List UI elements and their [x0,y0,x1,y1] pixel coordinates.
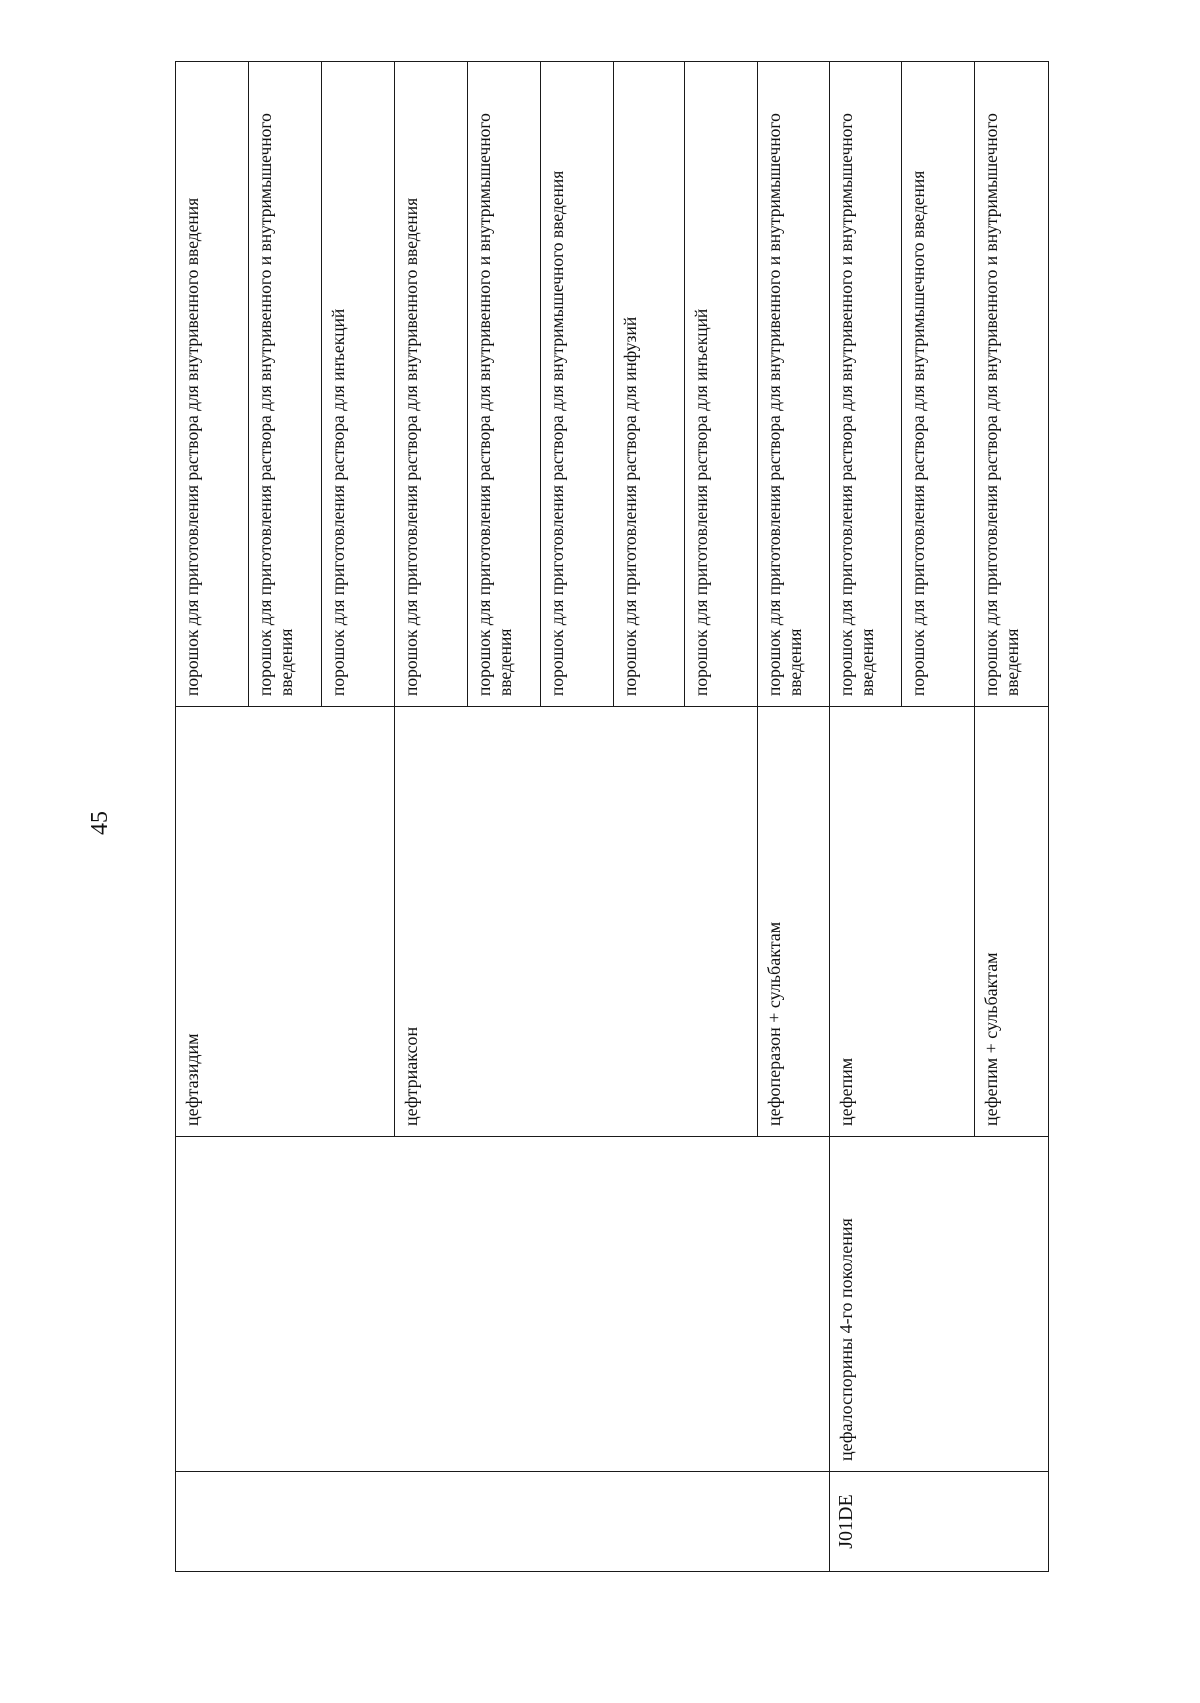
subgroup-cell: цефалоспорины 4-го поколения [829,1137,1048,1472]
dosage-form-cell: порошок для приготовления раствора для внутривенного и внутримышечного введения [975,62,1049,707]
dosage-form-cell: порошок для приготовления раствора для внутривенного введения [395,62,468,707]
dosage-form-cell: порошок для приготовления раствора для внутривенного и внутримышечного введения [468,62,541,707]
drug-name-cell: цефтазидим [176,707,395,1137]
table-row [829,62,902,1572]
drug-table-container [175,62,1049,1572]
subgroup-cell [176,1137,830,1472]
dosage-form-cell: порошок для приготовления раствора для инъекций [321,62,395,707]
drug-name-cell: цефепим + сульбактам [975,707,1049,1137]
atc-code-cell [176,1472,830,1572]
dosage-form-cell: порошок для приготовления раствора для внутривенного введения [176,62,249,707]
dosage-form-cell: порошок для приготовления раствора для внутривенного и внутримышечного введения [248,62,321,707]
table-row [176,62,249,1572]
atc-code-cell: J01DE [829,1472,1048,1572]
drug-name-cell: цефтриаксон [395,707,758,1137]
dosage-form-cell: порошок для приготовления раствора для внутривенного и внутримышечного введения [829,62,902,707]
dosage-form-cell: порошок для приготовления раствора для внутримышечного введения [902,62,975,707]
drug-name-cell: цефепим [829,707,975,1137]
dosage-form-cell: порошок для приготовления раствора для инфузий [613,62,685,707]
dosage-form-cell: порошок для приготовления раствора для инъекций [685,62,758,707]
drug-name-cell: цефоперазон + сульбактам [757,707,829,1137]
page-number: 45 [87,811,113,835]
dosage-form-cell: порошок для приготовления раствора для внутривенного и внутримышечного введения [757,62,829,707]
drug-table [175,61,1049,1572]
drug-table-rotated [175,62,1049,1572]
dosage-form-cell: порошок для приготовления раствора для внутримышечного введения [540,62,613,707]
